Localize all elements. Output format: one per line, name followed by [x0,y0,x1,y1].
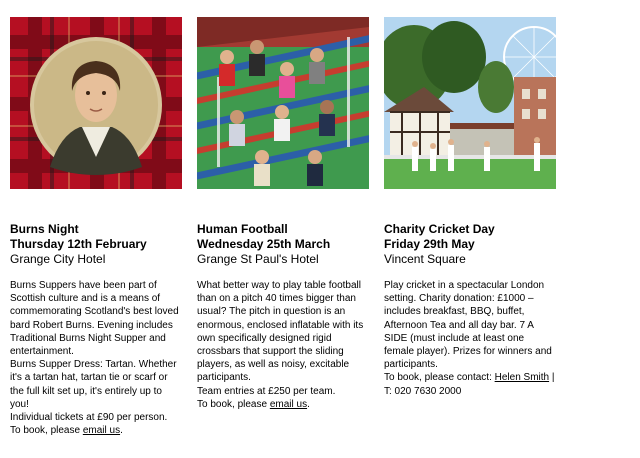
event-heading [384,222,556,267]
event-card-burns-night [10,17,182,437]
event-title: Charity Cricket Day [384,222,495,236]
event-title: Human Football [197,222,288,236]
helen-smith-link[interactable]: Helen Smith [494,372,550,384]
cricket-image-art [384,17,556,189]
event-description [197,279,369,411]
booking-text: To book, please [10,425,83,437]
event-paragraph: Play cricket in a spectacular London setting. Charity donation: £1000 – includes breakfast, BBQ, buffet, Afternoon Tea and all day bar. 7 A SIDE (must include at least one female player). Prizes for winners and participants. [384,280,552,371]
burns-portrait-image [10,17,182,189]
human-football-image [197,17,369,189]
event-title: Burns Night [10,222,79,236]
cricket-image [384,17,556,189]
booking-text: To book, please contact: [384,372,495,384]
event-venue: Grange City Hotel [10,252,106,266]
event-description [10,279,182,437]
event-description [384,279,556,398]
event-heading [10,222,182,267]
event-heading [197,222,369,267]
event-paragraph: Burns Suppers have been part of Scottish culture and is a means of commemorating Scotland's best loved bard Robert Burns. Evening includes Traditional Burns Night Supper and entertainment. [10,280,179,358]
booking-line [197,398,369,411]
event-price: Individual tickets at £90 per person. [10,412,168,424]
event-date: Wednesday 25th March [197,237,331,251]
email-us-link[interactable]: email us [269,398,308,410]
human-football-image-art [197,17,369,189]
booking-phone: | T: 020 7630 2000 [384,372,555,397]
event-paragraph: Burns Supper Dress: Tartan. Whether it's a tartan hat, tartan tie or scarf or the full kilt set up, it's entirely up to you! [10,359,177,410]
burns-portrait-image-art [10,17,182,189]
event-venue: Grange St Paul's Hotel [197,252,319,266]
email-us-link[interactable]: email us [82,425,121,437]
booking-line [384,371,556,397]
event-date: Thursday 12th February [10,237,147,251]
booking-suffix: . [120,425,123,437]
booking-suffix: . [307,398,310,410]
event-venue: Vincent Square [384,252,466,266]
event-date: Friday 29th May [384,237,475,251]
booking-text: To book, please [197,398,270,410]
event-card-charity-cricket [384,17,556,398]
event-card-human-football [197,17,369,411]
booking-line [10,424,182,437]
event-paragraph: What better way to play table football than on a pitch 40 times bigger than usual? The pitch in question is an enormous, enclosed inflatable with its own specifically designed rigid crossbars that support the sliding players, as well as noisy, excitable participants. [197,280,364,384]
event-price: Team entries at £250 per team. [197,385,336,397]
